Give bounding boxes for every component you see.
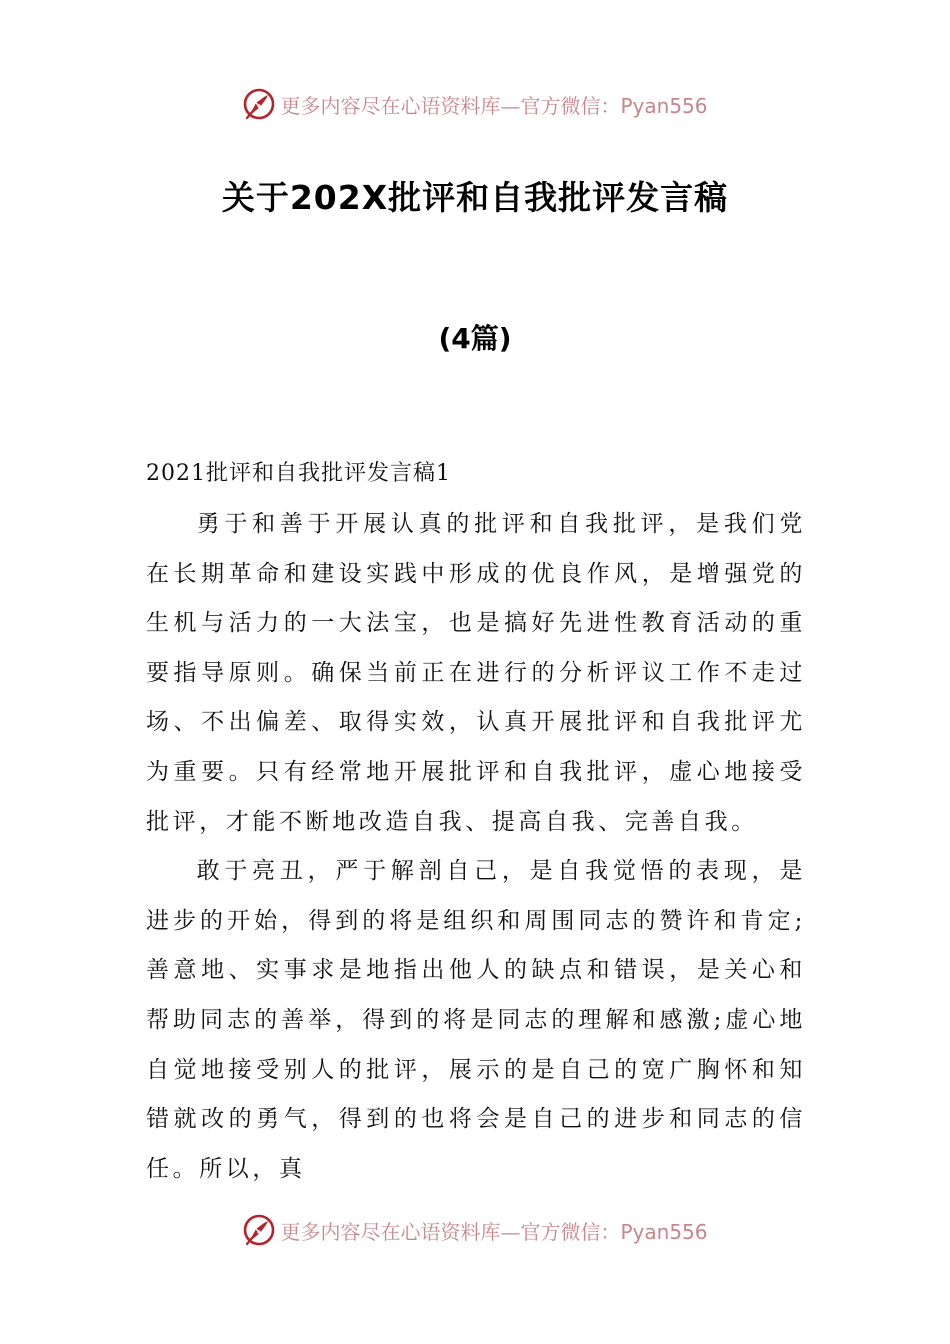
pen-nib-logo-icon [242, 1213, 276, 1247]
wechat-id: Pyan556 [620, 93, 708, 118]
paragraph-1: 勇于和善于开展认真的批评和自我批评，是我们党在长期革命和建设实践中形成的优良作风，是增强党的生机与活力的一大法宝，也是搞好先进性教育活动的重要指导原则。确保当前正在进行的分析评议工作不走过场、不出偏差、取得实效，认真开展批评和自我批评尤为重要。只有经常地开展批评和自我批评，虚心地接受批评，才能不断地改造自我、提高自我、完善自我。 [146, 511, 806, 835]
watermark-banner-bottom [0, 1210, 950, 1250]
pen-nib-logo-icon [242, 87, 276, 121]
paragraph-2: 敢于亮丑，严于解剖自己，是自我觉悟的表现，是进步的开始，得到的将是组织和周围同志的赞许和肯定;善意地、实事求是地指出他人的缺点和错误，是关心和帮助同志的善举，得到的将是同志的理解和感激;虚心地自觉地接受别人的批评，展示的是自己的宽广胸怀和知错就改的勇气，得到的也将会是自己的进步和同志的信任。所以，真 [146, 858, 806, 1182]
watermark-text: 更多内容尽在心语资料库—官方微信：Pyan556 [280, 93, 708, 118]
body-text [146, 500, 806, 1194]
section-heading: 2021批评和自我批评发言稿1 [146, 461, 451, 486]
watermark-banner-top [0, 84, 950, 124]
wechat-id: Pyan556 [620, 1219, 708, 1244]
document-title: 关于202X批评和自我批评发言稿 [221, 178, 729, 217]
watermark-text: 更多内容尽在心语资料库—官方微信：Pyan556 [280, 1219, 708, 1244]
document-subtitle: (4篇) [438, 322, 512, 355]
